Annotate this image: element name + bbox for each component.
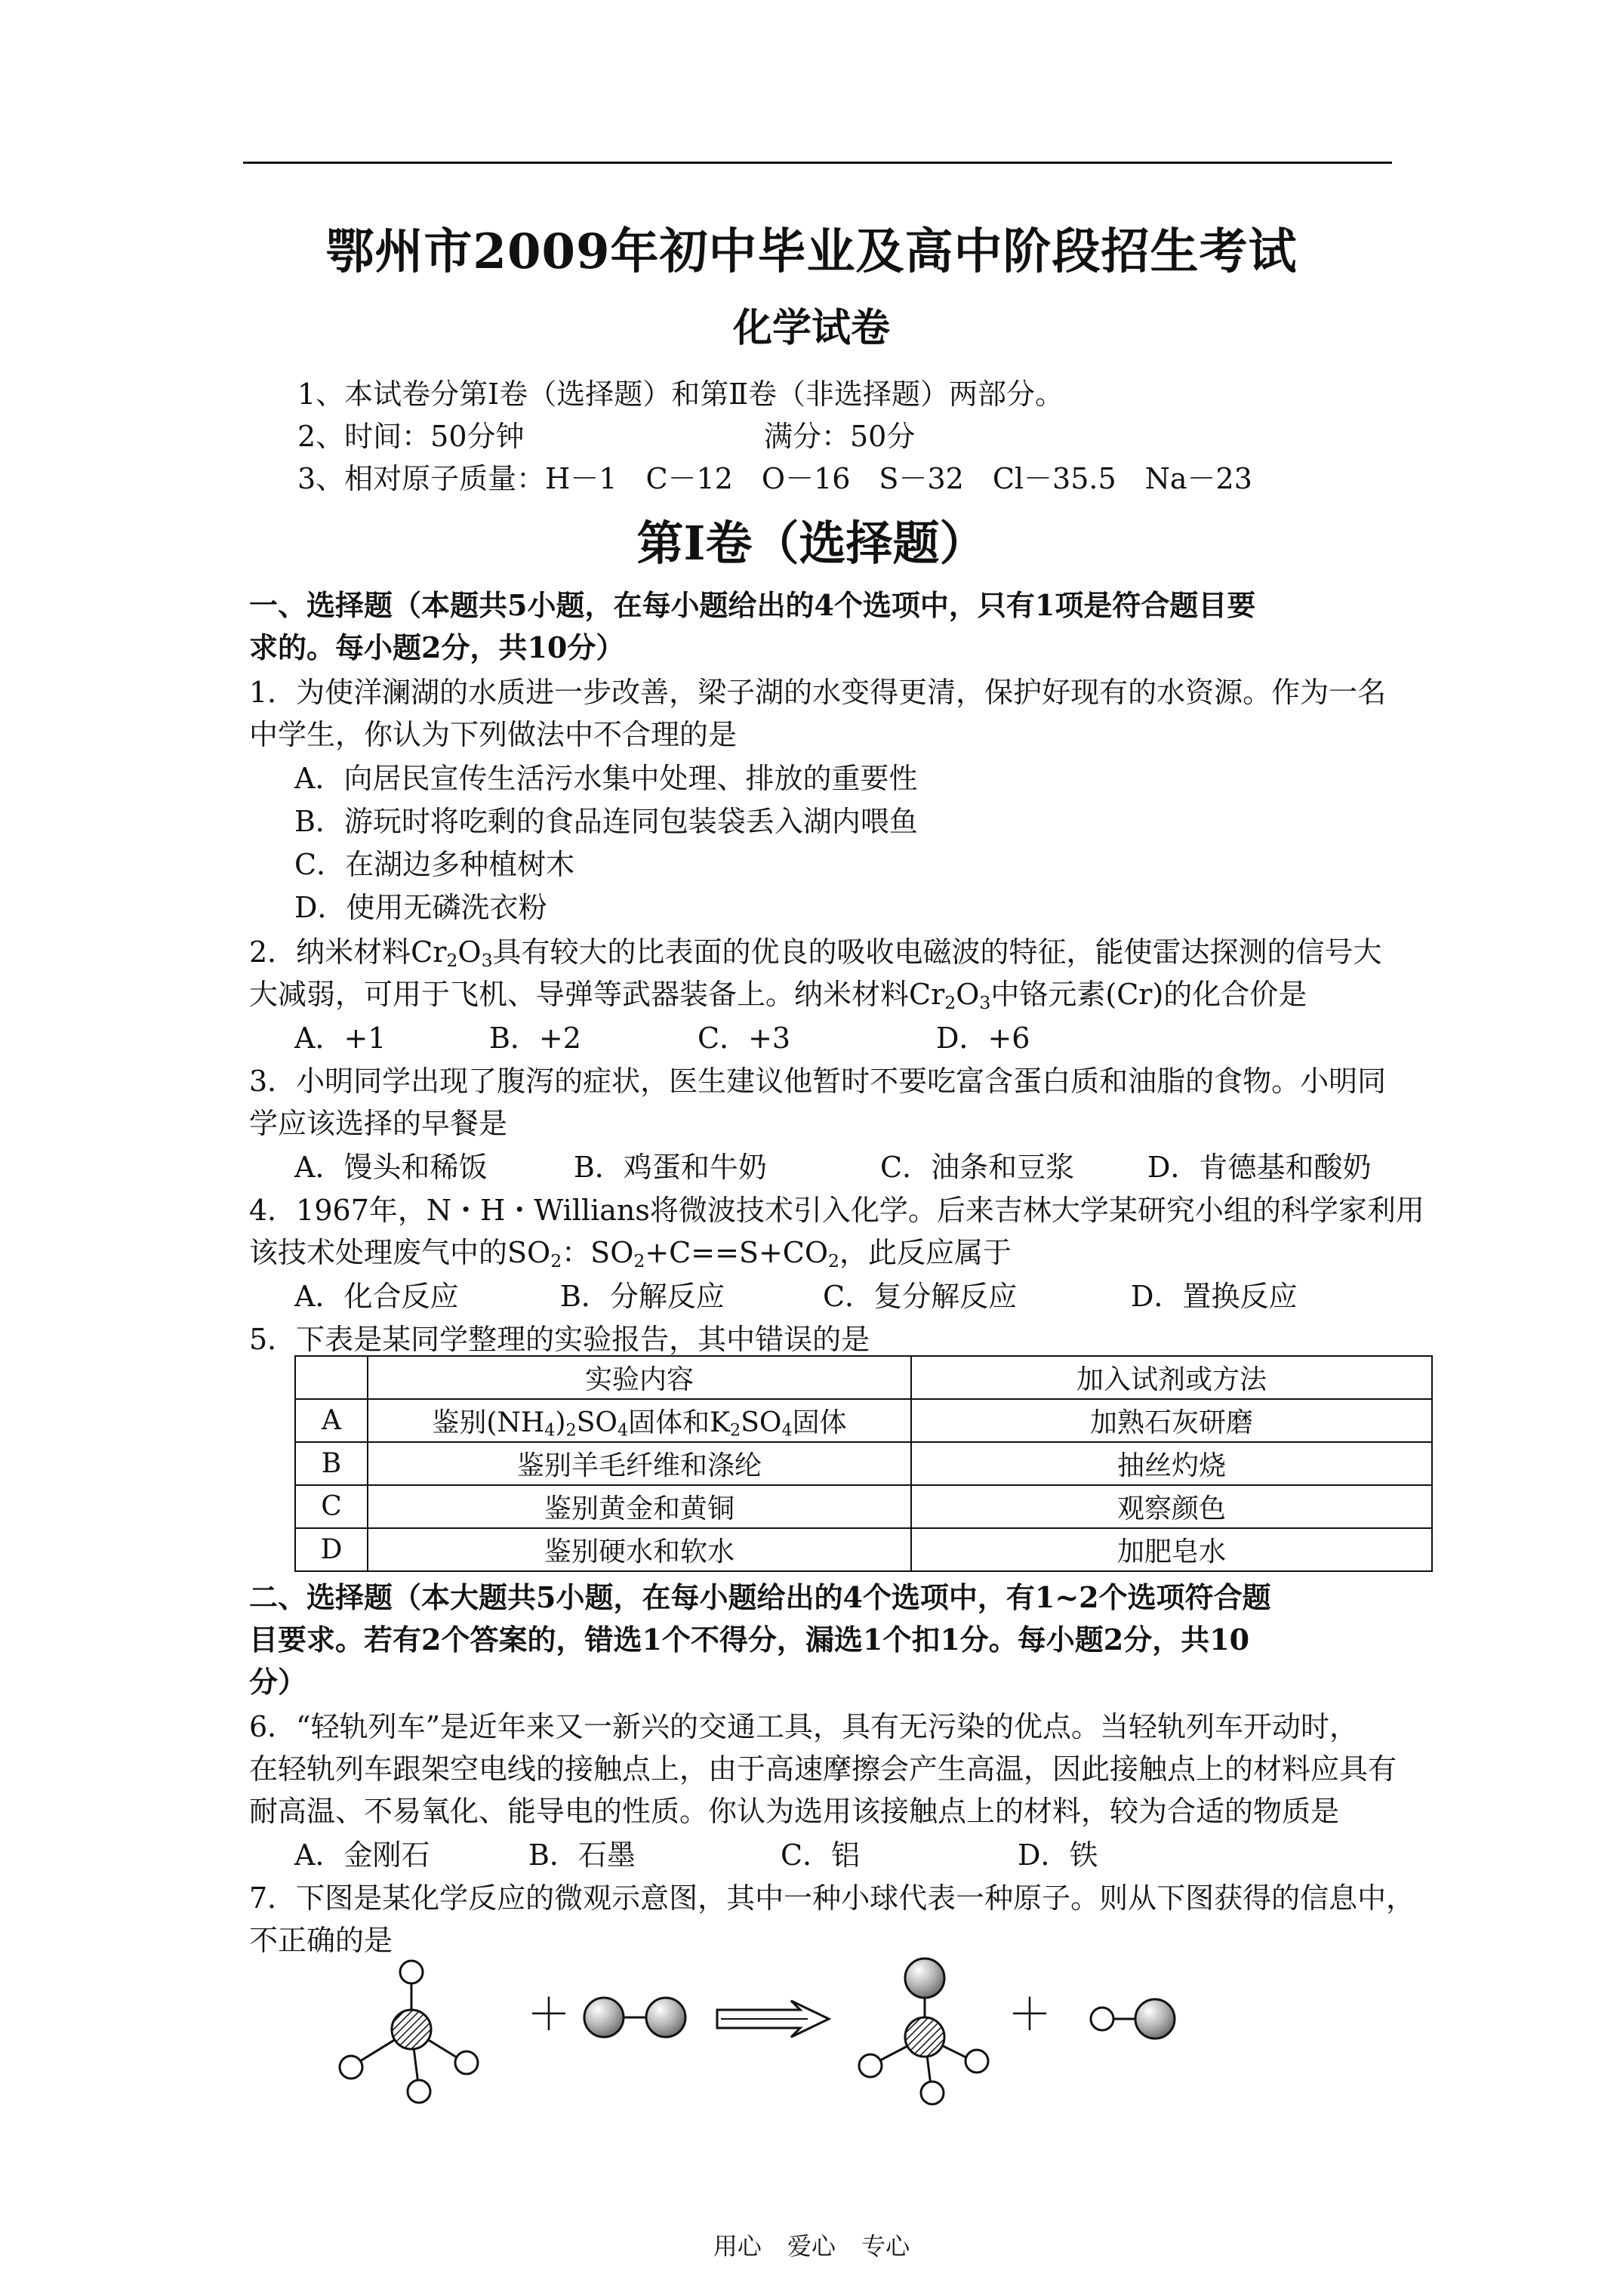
small-atom (1091, 2008, 1113, 2030)
q3-option-c: C．油条和豆浆 (880, 1151, 1075, 1184)
q4-option-b: B．分解反应 (560, 1280, 725, 1313)
gray-atom (1135, 1999, 1175, 2039)
small-atom (859, 2054, 882, 2077)
row-label: D (295, 1528, 368, 1571)
row-label: C (295, 1485, 368, 1528)
table-row (295, 1485, 1432, 1528)
q2-stem-line-1: 2．纳米材料$Cr_2O_3$具有较大的比表面的优良的吸收电磁波的特征，能使雷达探测的信号大 (249, 935, 1382, 971)
page-footer: 用心 爱心 专心 (713, 2232, 910, 2261)
table-row (295, 1399, 1432, 1442)
q3-stem-line-1: 3．小明同学出现了腹泻的症状，医生建议他暂时不要吃富含蛋白质和油脂的食物。小明同 (249, 1065, 1387, 1098)
section-2-heading-line-1: 二、选择题（本大题共5小题，在每小题给出的4个选项中，有1~2个选项符合题 (249, 1580, 1271, 1614)
q2-option-b: B．+2 (489, 1022, 581, 1055)
q1-option-c: C．在湖边多种植树木 (294, 848, 575, 881)
reactant-molecule-diatomic (584, 1998, 685, 2037)
section-1-heading-line-2: 求的。每小题2分，共10分） (249, 630, 625, 664)
plus-sign-1: ＋ (527, 1989, 571, 2040)
row-content: 鉴别$(NH_4)_2SO_4$固体和$K_2SO_4$固体 (368, 1399, 911, 1442)
row-method: 抽丝灼烧 (911, 1442, 1432, 1485)
q1-option-d: D．使用无磷洗衣粉 (294, 891, 547, 924)
q7-stem-line-1: 7．下图是某化学反应的微观示意图，其中一种小球代表一种原子。则从下图获得的信息中， (249, 1881, 1415, 1915)
q2-option-c: C．+3 (698, 1022, 791, 1055)
part-1-title: 第Ⅰ卷（选择题） (636, 516, 987, 571)
row-method: 加熟石灰研磨 (911, 1399, 1432, 1442)
exam-title: 鄂州市2009年初中毕业及高中阶段招生考试 (325, 223, 1298, 280)
row-method: 加肥皂水 (911, 1528, 1432, 1571)
q6-stem-line-2: 在轻轨列车跟架空电线的接触点上，由于高速摩擦会产生高温，因此接触点上的材料应具有 (249, 1752, 1397, 1786)
table-header-blank (295, 1356, 368, 1399)
q4-option-a: A．化合反应 (294, 1280, 459, 1313)
row-label: B (295, 1442, 368, 1485)
small-atom (921, 2082, 944, 2104)
q6-option-a: A．金刚石 (294, 1838, 430, 1872)
product-molecule-diatomic (1091, 1999, 1175, 2039)
note-2-time: 2、时间：50分钟 (297, 420, 525, 453)
section-1-heading-line-1: 一、选择题（本题共5小题，在每小题给出的4个选项中，只有1项是符合题目要 (249, 588, 1256, 622)
small-atom (965, 2050, 988, 2073)
exam-subtitle: 化学试卷 (732, 305, 890, 351)
section-2-heading-line-2: 目要求。若有2个答案的，错选1个不得分，漏选1个扣1分。每小题2分，共10 (249, 1623, 1250, 1657)
q3-option-a: A．馒头和稀饭 (294, 1151, 488, 1184)
product-molecule-substituted (859, 1959, 988, 2104)
reactant-molecule-methane-like (340, 1961, 478, 2103)
table-row (295, 1528, 1432, 1571)
reaction-arrow (717, 2001, 829, 2037)
central-atom (905, 2017, 944, 2057)
q6-option-b: B．石墨 (528, 1838, 636, 1872)
small-atom (340, 2056, 362, 2079)
q4-option-c: C．复分解反应 (823, 1280, 1018, 1313)
small-atom (408, 2080, 430, 2103)
q4-stem-line-2: 该技术处理废气中的$SO_2$：$SO_2+C==S+CO_2$，此反应属于 (249, 1236, 1012, 1271)
q6-stem-line-1: 6．“轻轨列车”是近年来又一新兴的交通工具，具有无污染的优点。当轻轨列车开动时， (249, 1710, 1359, 1743)
gray-atom (646, 1998, 685, 2037)
note-1: 1、本试卷分第Ⅰ卷（选择题）和第Ⅱ卷（非选择题）两部分。 (297, 378, 1064, 411)
experiment-report-table (294, 1355, 1433, 1572)
q1-option-b: B．游玩时将吃剩的食品连同包装袋丢入湖内喂鱼 (294, 805, 918, 838)
gray-atom (905, 1959, 944, 1998)
row-content: 鉴别黄金和黄铜 (368, 1485, 911, 1528)
small-atom (455, 2051, 478, 2074)
q6-option-d: D．铁 (1018, 1838, 1098, 1872)
table-header-content: 实验内容 (368, 1356, 911, 1399)
table-header-row (295, 1356, 1432, 1399)
row-method: 观察颜色 (911, 1485, 1432, 1528)
q3-stem-line-2: 学应该选择的早餐是 (249, 1107, 508, 1140)
table-row (295, 1442, 1432, 1485)
plus-sign-2: ＋ (1008, 1989, 1052, 2040)
q6-option-c: C．铝 (781, 1838, 861, 1872)
row-content: 鉴别羊毛纤维和涤纶 (368, 1442, 911, 1485)
top-rule (243, 162, 1392, 164)
row-content: 鉴别硬水和软水 (368, 1528, 911, 1571)
reaction-micro-diagram (325, 1955, 1230, 2122)
row-label: A (295, 1399, 368, 1442)
central-atom (392, 2010, 431, 2049)
note-3-atomic-mass: 3、相对原子质量：H－1 C－12 O－16 S－32 Cl－35.5 Na－23 (297, 462, 1252, 495)
section-2-heading-line-3: 分） (249, 1665, 307, 1699)
q3-option-b: B．鸡蛋和牛奶 (574, 1151, 767, 1184)
q7-stem-line-2: 不正确的是 (249, 1924, 393, 1957)
q4-stem-line-1: 4．1967年，N・H・Willians将微波技术引入化学。后来吉林大学某研究小组的科学家利用 (249, 1194, 1424, 1227)
q5-stem: 5．下表是某同学整理的实验报告，其中错误的是 (249, 1323, 870, 1356)
q3-option-d: D．肯德基和酸奶 (1147, 1151, 1372, 1184)
q2-option-a: A．+1 (294, 1022, 387, 1055)
q1-stem-line-1: 1．为使洋澜湖的水质进一步改善，梁子湖的水变得更清，保护好现有的水资源。作为一名 (249, 676, 1387, 709)
gray-atom (584, 1998, 624, 2037)
q2-stem-line-2: 大减弱，可用于飞机、导弹等武器装备上。纳米材料$Cr_2O_3$中铬元素(Cr)的化合价是 (249, 978, 1307, 1013)
q2-option-d: D．+6 (936, 1022, 1030, 1055)
small-atom (400, 1961, 423, 1983)
q1-stem-line-2: 中学生，你认为下列做法中不合理的是 (249, 718, 738, 751)
note-2-score: 满分：50分 (764, 420, 916, 453)
q1-option-a: A．向居民宣传生活污水集中处理、排放的重要性 (294, 762, 918, 795)
table-header-method: 加入试剂或方法 (911, 1356, 1432, 1399)
q4-option-d: D．置换反应 (1131, 1280, 1298, 1313)
q6-stem-line-3: 耐高温、不易氧化、能导电的性质。你认为选用该接触点上的材料，较为合适的物质是 (249, 1795, 1340, 1828)
